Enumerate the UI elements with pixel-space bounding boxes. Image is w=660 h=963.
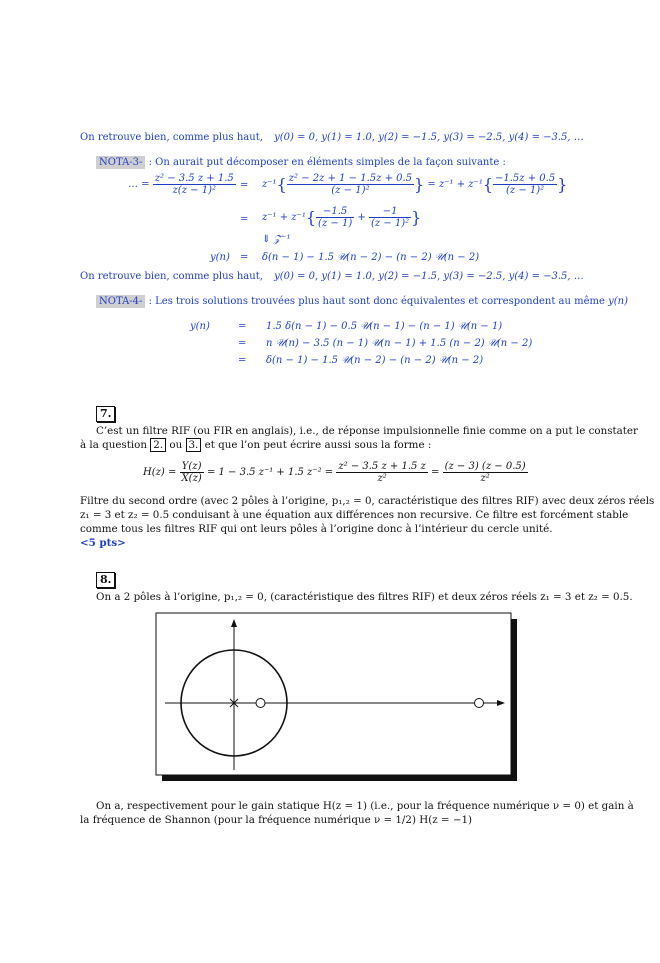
zinv: z⁻¹ — [262, 179, 277, 190]
section-7-number: 7. — [96, 406, 115, 422]
h-frac-1 — [180, 461, 204, 484]
r2-lead: z⁻¹ + z⁻¹ — [262, 212, 306, 223]
transfer-function — [143, 461, 528, 484]
nota3-r3: δ(n − 1) − 1.5 𝒰(n − 2) − (n − 2) 𝒰(n − 2) — [262, 252, 480, 263]
p1b-pre: à la question — [80, 439, 147, 451]
result-line-2 — [80, 271, 584, 282]
result-values-2: y(0) = 0, y(1) = 1.0, y(2) = −1.5, y(3) = −2.5, y(4) = −3.5, … — [274, 271, 584, 282]
eq-sign-1: = — [240, 180, 249, 191]
r1b-fraction — [493, 173, 557, 196]
h-frac-3 — [443, 461, 528, 484]
r1-num: z² − 2z + 1 − 1.5z + 0.5 — [288, 173, 413, 184]
section-7-p2b: z₁ = 3 et z₂ = 0.5 conduisant à une équation aux différences non recursive. Ce filtre est forcément stable — [80, 509, 629, 521]
nota4-eq-2: = — [238, 338, 247, 349]
eq-sign-2: = — [240, 214, 249, 225]
nota3-eq-r1: z⁻¹{ $\frac{\text{z² − 2z + 1 − 1.5z + 0.5}}{\text{(z − 1)²}}$ } = z⁻¹ + z⁻¹{ $\frac{-1.5z + 0.5}{\text{(z − 1)²}}$ } — [262, 173, 568, 196]
h-den2: z² — [377, 473, 387, 484]
nota3-eq-r2: z⁻¹ + z⁻¹{ $\frac{-1.5}{(z - 1)}$ + $\frac{-1}{\text{(z − 1)²}}$ } — [262, 206, 422, 229]
nota3-heading — [96, 157, 506, 168]
r2a-den: (z − 1) — [318, 218, 353, 229]
nota4-r2: n 𝒰(n) − 3.5 (n − 1) 𝒰(n − 1) + 1.5 (n − 2) 𝒰(n − 2) — [266, 338, 533, 349]
section-7-p1a: C’est un filtre RIF (ou FIR en anglais), i.e., de réponse impulsionnelle finie comme on a put le constater — [96, 425, 638, 437]
nota4-text: : Les trois solutions trouvées plus haut sont donc équivalentes et correspondent au même — [148, 296, 605, 307]
plus-sign: + — [357, 212, 366, 223]
question-ref-2[interactable]: 2. — [150, 438, 166, 452]
nota4-yn: y(n) — [190, 321, 210, 332]
result-intro: On retrouve bien, comme plus haut, — [80, 132, 263, 143]
r2b-num: −1 — [369, 206, 411, 218]
nota3-eq-lhs — [128, 173, 236, 196]
nota3-yn: y(n) — [210, 252, 230, 263]
section-7-points: <5 pts> — [80, 537, 126, 549]
r2a-num: −1.5 — [316, 206, 354, 218]
h-den1: X(z) — [181, 473, 202, 484]
nota4-eq-1: = — [238, 321, 247, 332]
h-num2: z² − 3.5 z + 1.5 z — [338, 461, 426, 472]
p1b-or: ou — [169, 439, 183, 451]
h-num1: Y(z) — [180, 461, 204, 473]
nota4-heading — [96, 296, 628, 307]
section-7-p2c: comme tous les filtres RIF qui ont leurs pôles à l’origine donc à l’intérieur du cercle unité. — [80, 523, 553, 535]
h-mid: = 1 − 3.5 z⁻¹ + 1.5 z⁻² = — [206, 467, 334, 478]
nota4-eq-3: = — [238, 355, 247, 366]
r1b-den: (z − 1)² — [506, 185, 545, 196]
r2b-fraction — [369, 206, 411, 229]
zero-marker-0 — [256, 699, 265, 708]
nota4-label: NOTA-4- — [96, 295, 145, 308]
nota3-label: NOTA-3- — [96, 156, 145, 169]
section-8-p2a: On a, respectivement pour le gain statique H(z = 1) (i.e., pour la fréquence numérique ν = 0) et gain à — [96, 800, 634, 812]
result-values: y(0) = 0, y(1) = 1.0, y(2) = −1.5, y(3) = −2.5, y(4) = −3.5, … — [274, 132, 584, 143]
section-7-p1b — [80, 438, 431, 452]
nota3-text: : On aurait put décomposer en éléments simples de la façon suivante : — [148, 157, 506, 168]
r1-mid: = z⁻¹ + z⁻¹ — [427, 179, 483, 190]
section-8-p2b: la fréquence de Shannon (pour la fréquence numérique ν = 1/2) H(z = −1) — [80, 814, 473, 826]
section-8-number: 8. — [96, 572, 115, 588]
r2b-den: (z − 1)² — [370, 218, 410, 229]
section-8-p1: On a 2 pôles à l’origine, p₁,₂ = 0, (caractéristique des filtres RIF) et deux zéros réels z₁ = 3 et z₂ = 0.5. — [96, 591, 633, 603]
nota4-text-var: y(n) — [608, 296, 629, 307]
section-7-p2a: Filtre du second ordre (avec 2 pôles à l’origine, p₁,₂ = 0, caractéristique des filtres RIF) avec deux zéros réels — [80, 495, 655, 507]
nota4-r3: δ(n − 1) − 1.5 𝒰(n − 2) − (n − 2) 𝒰(n − 2) — [266, 355, 484, 366]
h-eq: = — [431, 467, 440, 478]
zero-marker-1 — [475, 699, 484, 708]
r1-fraction — [287, 173, 414, 196]
h-num3: (z − 3) (z − 0.5) — [444, 461, 526, 472]
r2a-fraction — [316, 206, 354, 229]
h-den3: z² — [480, 473, 490, 484]
inverse-z-arrow: ⇓ 𝒵⁻¹ — [262, 234, 291, 245]
result-intro-2: On retrouve bien, comme plus haut, — [80, 271, 263, 282]
lhs-num: z² − 3.5 z + 1.5 — [154, 173, 234, 184]
lhs-den: z(z − 1)² — [172, 185, 216, 196]
lhs-prefix: … = — [128, 179, 150, 190]
p1b-post: et que l’on peut écrire aussi sous la forme : — [204, 439, 432, 451]
r1b-num: −1.5z + 0.5 — [495, 173, 556, 184]
h-lhs: H(z) = — [143, 467, 177, 478]
pole-zero-plot — [155, 612, 519, 782]
h-frac-2 — [336, 461, 427, 484]
lhs-fraction — [153, 173, 236, 196]
question-ref-3[interactable]: 3. — [186, 438, 202, 452]
r1-den: (z − 1)² — [331, 185, 370, 196]
nota4-r1: 1.5 δ(n − 1) − 0.5 𝒰(n − 1) − (n − 1) 𝒰(n − 1) — [266, 321, 503, 332]
eq-sign-3: = — [240, 252, 249, 263]
result-line-1 — [80, 132, 584, 143]
